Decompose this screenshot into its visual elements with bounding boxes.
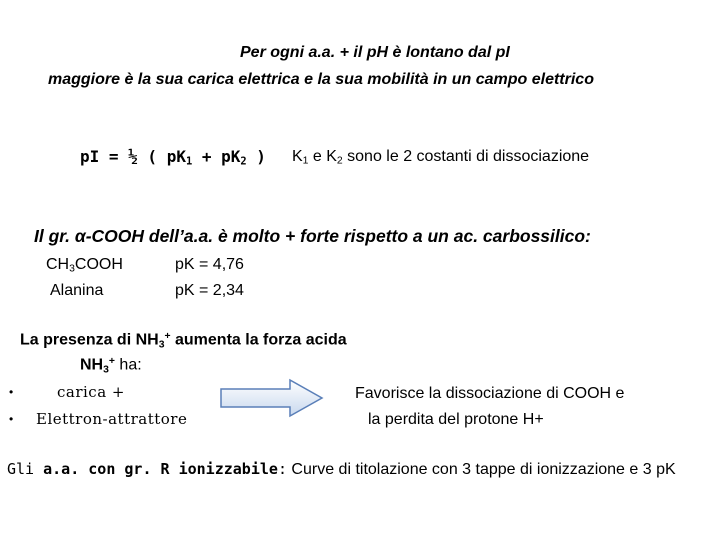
note-text: sono le 2 costanti di dissociazione [342, 148, 590, 165]
compound-alanina-pk: pK = 2,34 [175, 282, 244, 299]
footer-rest: Curve di titolazione con 3 tappe di ionizzazione e 3 pK [286, 461, 676, 478]
note-k2: e K [308, 148, 337, 165]
nh3-line-1 [20, 331, 347, 350]
intro-line-1: Per ogni a.a. + il pH è lontano dal pI [240, 44, 510, 61]
compound-alanina: Alanina [50, 282, 104, 299]
formula-k2-subscript: 2 [240, 155, 247, 168]
nh3-line-2 [80, 356, 142, 375]
compound-name-subscript: 3 [69, 263, 75, 275]
bullet-marker-1: • [9, 385, 14, 399]
footer-bold: a.a. con gr. R ionizzabile [43, 460, 278, 478]
bullet-text-1: carica + [57, 383, 125, 401]
nh3-line-2-b: ha: [114, 356, 142, 374]
compound-name-a: CH [46, 256, 70, 273]
nh3-line-1-subscript: 3 [158, 339, 165, 351]
footer-prefix: Gli [7, 460, 44, 478]
effect-line-1: Favorisce la dissociazione di COOH e [355, 385, 625, 402]
note-k2-subscript: 2 [336, 155, 343, 167]
formula-k1-subscript: 1 [185, 155, 193, 168]
bullet-marker-2: • [9, 412, 14, 426]
right-arrow-icon [220, 378, 324, 418]
nh3-line-1-superscript: + [164, 331, 171, 342]
intro-line-2: maggiore è la sua carica elettrica e la sua mobilità in un campo elettrico [48, 71, 594, 88]
bullet-text-2: Elettron-attrattore [36, 410, 188, 428]
compound-acetic-acid [46, 256, 123, 275]
formula-end: ) [246, 147, 266, 166]
footer-line [7, 460, 676, 479]
pi-formula [80, 147, 266, 168]
footer-colon: : [277, 460, 287, 478]
nh3-line-2-superscript: + [108, 356, 115, 367]
formula-lhs: pI = ½ ( pK [80, 147, 186, 166]
note-k1: K [292, 148, 303, 165]
nh3-line-2-a: NH [80, 356, 104, 374]
effect-line-2: la perdita del protone H+ [368, 411, 544, 428]
formula-mid: + pK [192, 147, 241, 166]
compound-acetic-acid-pk: pK = 4,76 [175, 256, 244, 273]
note-k1-subscript: 1 [302, 155, 309, 167]
formula-note [292, 148, 589, 167]
nh3-line-1-b: aumenta la forza acida [170, 331, 347, 349]
compound-name-b: COOH [74, 256, 123, 273]
alpha-cooh-statement: Il gr. α-COOH dell’a.a. è molto + forte rispetto a un ac. carbossilico: [34, 226, 591, 246]
nh3-line-2-subscript: 3 [103, 364, 109, 376]
nh3-line-1-a: La presenza di NH [20, 331, 159, 349]
